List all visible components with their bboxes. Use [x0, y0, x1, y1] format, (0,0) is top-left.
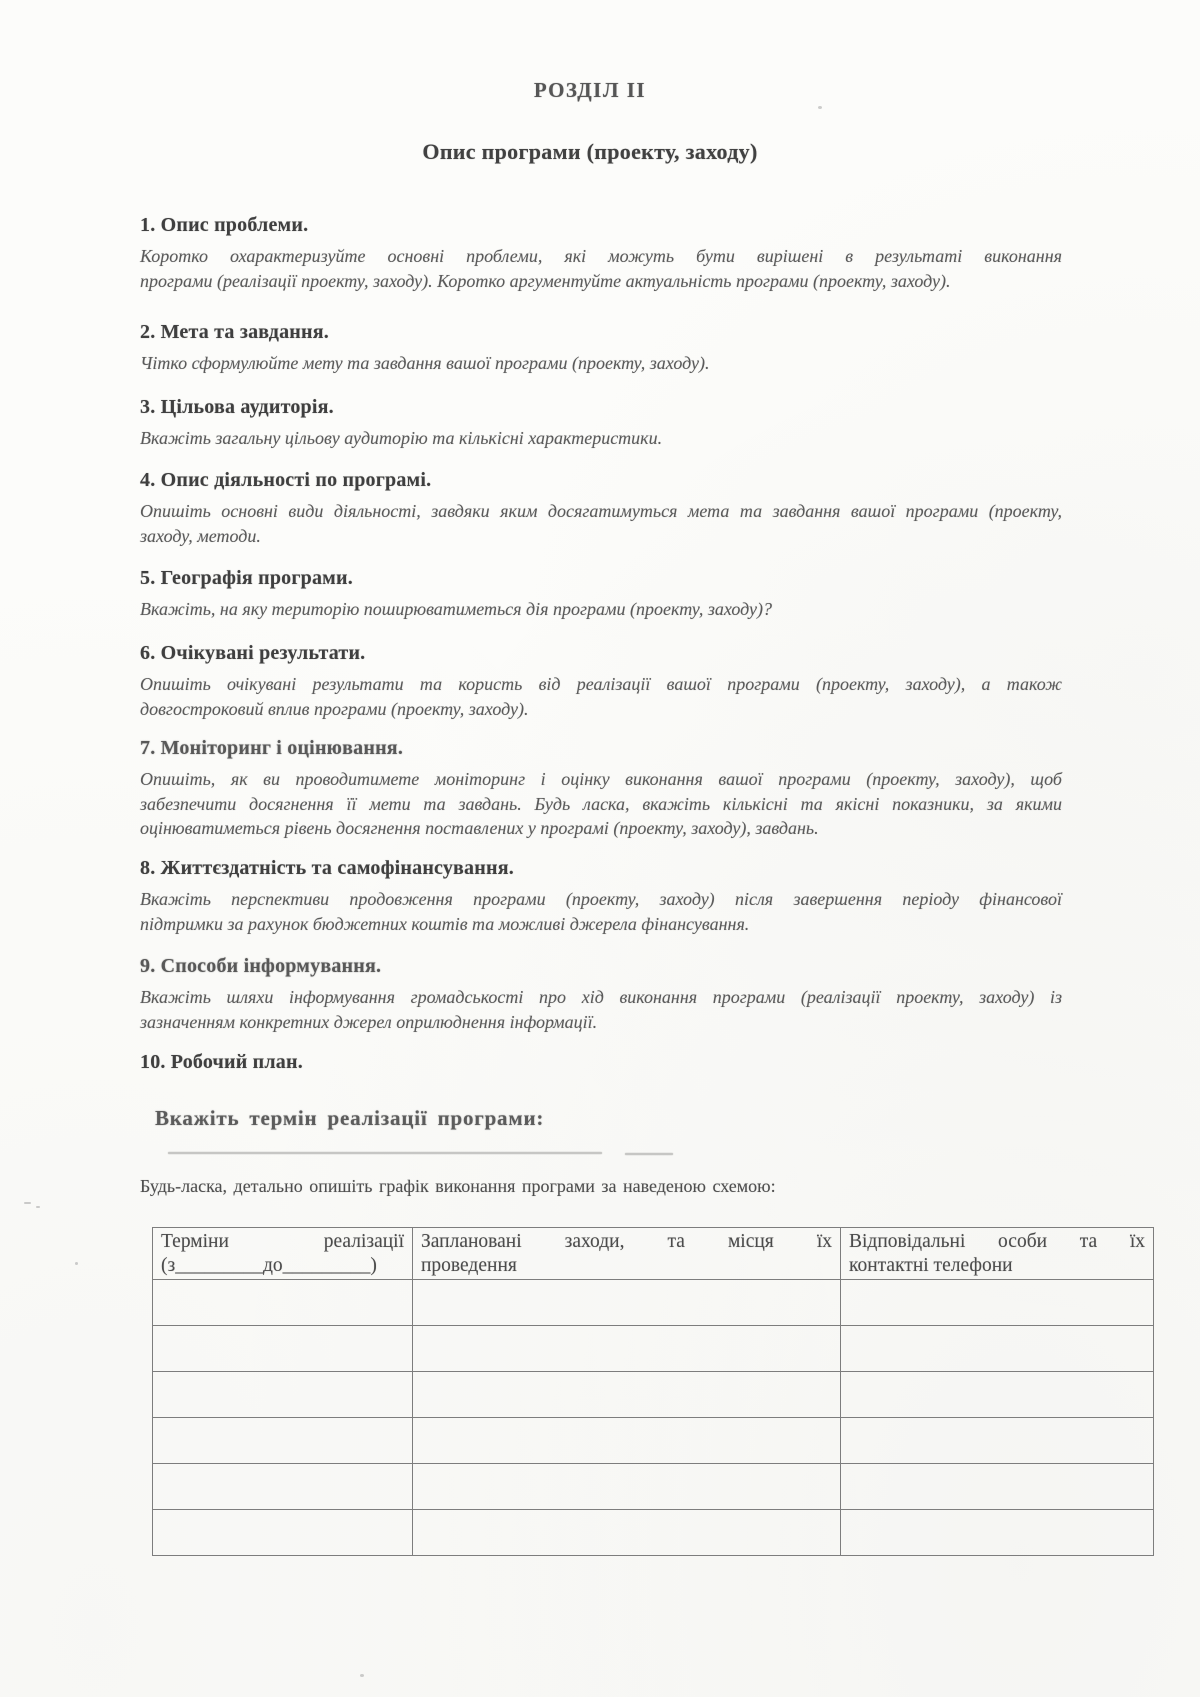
section-note-line: Вкажіть, на яку територію поширюватиметься дія програми (проекту, заходу)? — [140, 599, 773, 619]
empty-cell — [841, 1326, 1154, 1372]
th-activities-line2: проведення — [421, 1255, 517, 1276]
chapter-title: РОЗДІЛ ІІ — [533, 78, 647, 102]
section-note-line: програми (реалізації проекту, заходу). Коротко аргументуйте актуальність програми (проекту, заходу). — [140, 270, 951, 291]
section-note-line: Опишіть очікувані результати та користь від реалізації вашої програми (проекту, заходу), а також — [140, 674, 1062, 694]
empty-cell — [413, 1326, 841, 1372]
section-note-line: забезпечити досягнення її мети та завдань. Будь ласка, вкажіть кількісні та якісні показники, за якими — [140, 793, 1062, 814]
section-note-line: Чітко сформулюйте мету та завдання вашої програми (проекту, заходу). — [140, 353, 710, 373]
table-header-row — [153, 1228, 1154, 1280]
section-program-geography — [140, 565, 1062, 622]
empty-cell — [413, 1372, 841, 1418]
section-heading: 6. Очікувані результати. — [140, 642, 366, 664]
section-goal-and-objectives — [140, 319, 1062, 376]
th-responsible-persons — [841, 1228, 1154, 1280]
section-note-line: заходу, методи. — [140, 525, 261, 546]
section-sustainability-self-financing — [140, 855, 1062, 936]
scan-artifact — [818, 106, 822, 109]
scan-artifact — [75, 1262, 78, 1265]
section-note-line: зазначенням конкретних джерел оприлюднення інформації. — [140, 1011, 598, 1032]
section-note-line: довгостроковий вплив програми (проекту, заходу). — [140, 698, 529, 719]
page-subtitle: Опис програми (проекту, заходу) — [422, 139, 758, 164]
empty-cell — [413, 1510, 841, 1556]
scan-artifact — [36, 1206, 40, 1208]
empty-cell — [153, 1280, 413, 1326]
table-row — [153, 1326, 1154, 1372]
schedule-instruction: Будь-ласка, детально опишіть графік виконання програми за наведеною схемою: — [140, 1176, 776, 1196]
section-heading: 4. Опис діяльності по програмі. — [140, 469, 432, 491]
empty-cell — [841, 1510, 1154, 1556]
empty-cell — [413, 1418, 841, 1464]
section-heading: 3. Цільова аудиторія. — [140, 396, 334, 418]
th-implementation-terms — [153, 1228, 413, 1280]
th-responsible-line2: контактні телефони — [849, 1255, 1013, 1276]
section-note-line: підтримки за рахунок бюджетних коштів та можливі джерела фінансування. — [140, 913, 750, 934]
th-activities-line1: Заплановані заходи, та місця їх — [421, 1231, 832, 1252]
empty-cell — [153, 1372, 413, 1418]
table-row — [153, 1464, 1154, 1510]
section-note-line: Вкажіть шляхи інформування громадськості про хід виконання програми (реалізації проекту, заходу) із — [140, 987, 1062, 1007]
section-note-line: Вкажіть загальну цільову аудиторію та кількісні характеристики. — [140, 428, 663, 448]
section-note-line: Вкажіть перспективи продовження програми (проекту, заходу) після завершення періоду фінансової — [140, 889, 1062, 909]
empty-cell — [841, 1464, 1154, 1510]
fill-in-blank-line — [168, 1152, 602, 1154]
section-problem-description — [140, 212, 1062, 293]
th-terms-line2: (з_________до_________) — [161, 1255, 377, 1276]
section-expected-results — [140, 640, 1062, 721]
fill-in-blank-line — [625, 1153, 673, 1155]
section-heading: 9. Способи інформування. — [140, 955, 382, 977]
table-row — [153, 1510, 1154, 1556]
section-heading: 7. Моніторинг і оцінювання. — [140, 737, 404, 759]
section-note-line: Опишіть, як ви проводитимете моніторинг і оцінку виконання вашої програми (проекту, заходу), щоб — [140, 769, 1062, 789]
scan-artifact — [360, 1674, 364, 1677]
section-heading: 1. Опис проблеми. — [140, 214, 309, 236]
section-information-methods — [140, 953, 1062, 1034]
empty-cell — [153, 1326, 413, 1372]
work-plan-table — [152, 1227, 1154, 1556]
table-row — [153, 1418, 1154, 1464]
table-row — [153, 1372, 1154, 1418]
section-program-activities — [140, 467, 1062, 548]
empty-cell — [413, 1464, 841, 1510]
section-heading: 2. Мета та завдання. — [140, 321, 329, 343]
empty-cell — [841, 1280, 1154, 1326]
th-terms-line1: Терміни реалізації — [161, 1231, 404, 1252]
section-note-line: Коротко охарактеризуйте основні проблеми, які можуть бути вирішені в результаті виконання — [140, 246, 1062, 266]
table-row — [153, 1280, 1154, 1326]
section-target-audience — [140, 394, 1062, 451]
empty-cell — [153, 1418, 413, 1464]
section-work-plan — [140, 1049, 1062, 1081]
section-note-line: оцінюватиметься рівень досягнення поставлених у програмі (проекту, заходу), завдань. — [140, 818, 819, 838]
section-monitoring-evaluation — [140, 735, 1062, 841]
section-note-line: Опишіть основні види діяльності, завдяки яким досягатимуться мета та завдання вашої програми (проекту, — [140, 501, 1062, 521]
scan-artifact — [24, 1202, 31, 1204]
empty-cell — [153, 1464, 413, 1510]
empty-cell — [841, 1372, 1154, 1418]
empty-cell — [413, 1280, 841, 1326]
section-heading: 8. Життєздатність та самофінансування. — [140, 857, 514, 879]
empty-cell — [153, 1510, 413, 1556]
section-heading: 5. Географія програми. — [140, 567, 353, 589]
section-heading: 10. Робочий план. — [140, 1051, 303, 1073]
empty-cell — [841, 1418, 1154, 1464]
th-responsible-line1: Відповідальні особи та їх — [849, 1231, 1145, 1252]
program-term-prompt: Вкажіть термін реалізації програми: — [155, 1106, 545, 1130]
th-planned-activities — [413, 1228, 841, 1280]
